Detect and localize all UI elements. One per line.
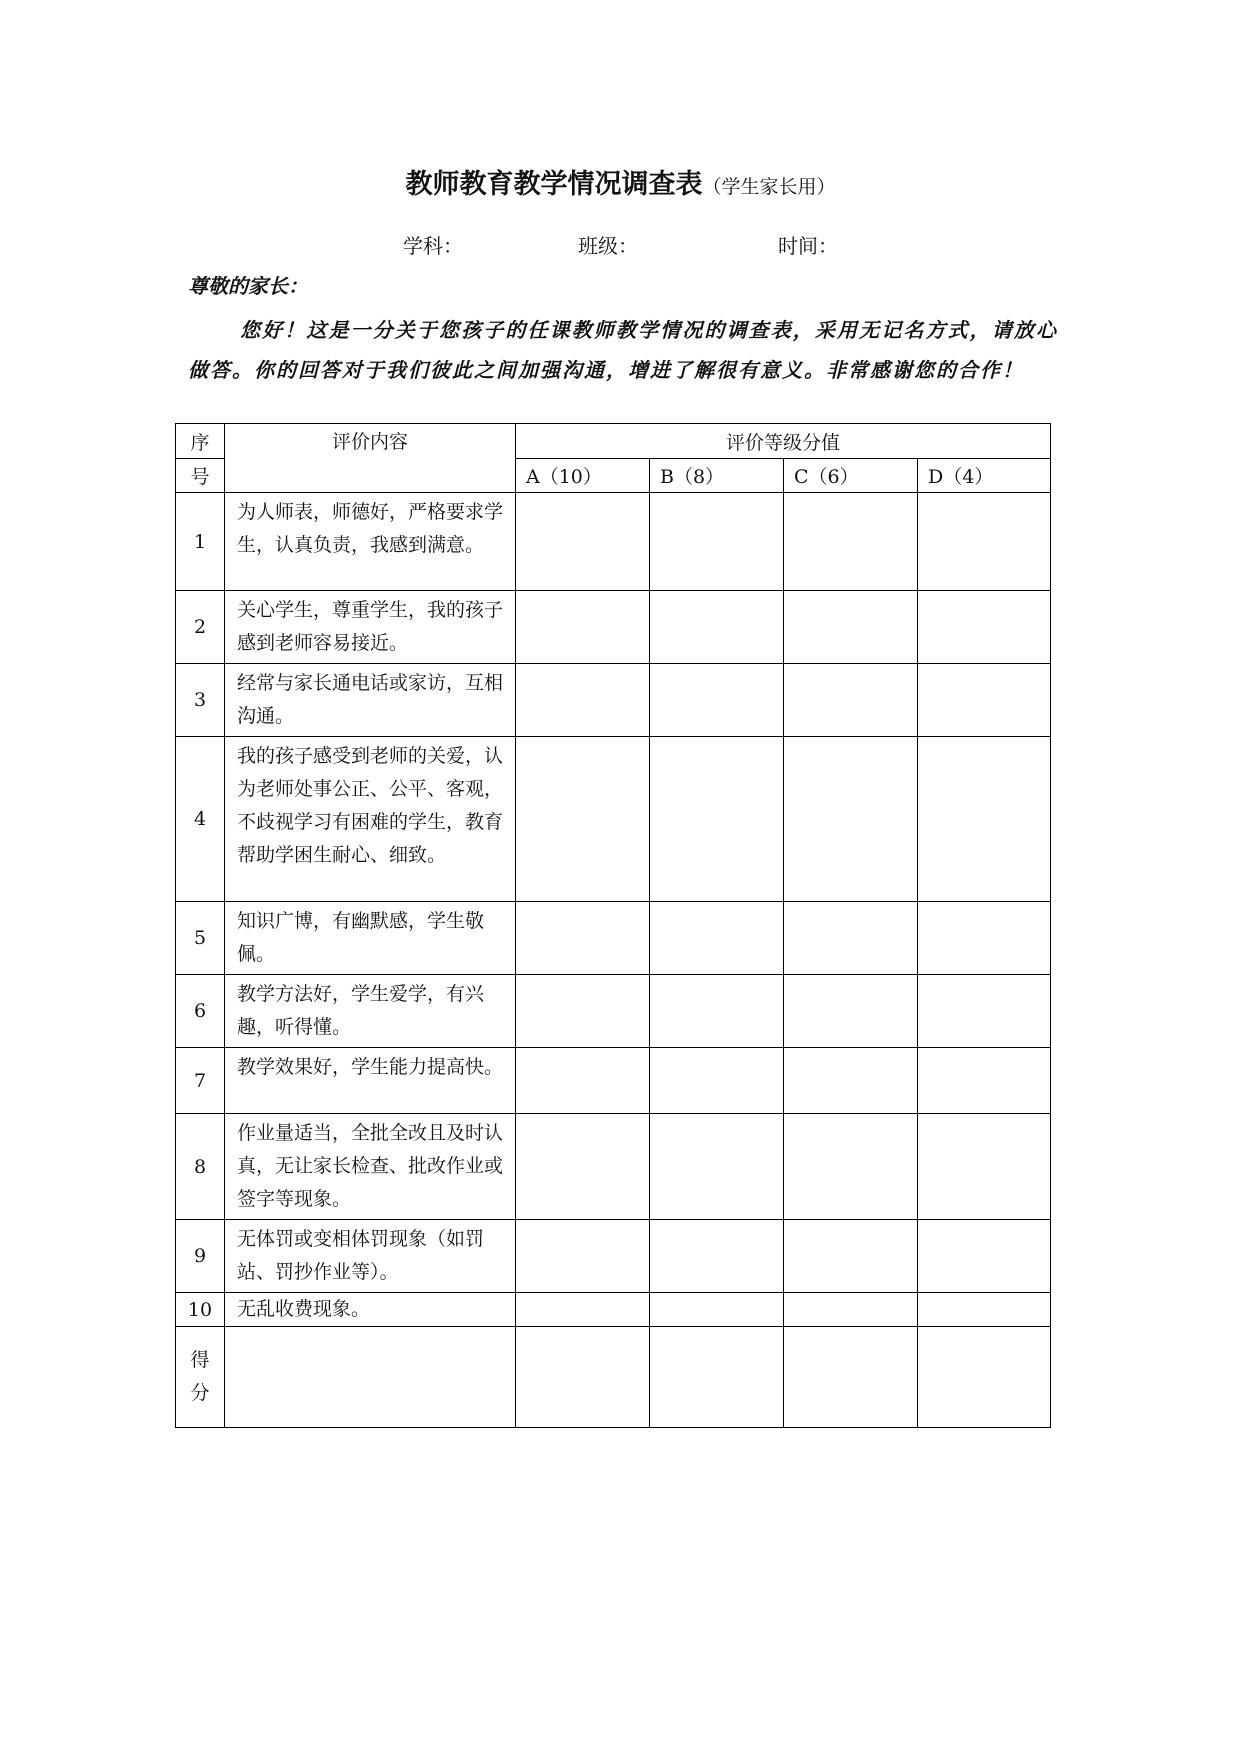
- row-number: 4: [176, 737, 225, 902]
- table-row: [176, 493, 1051, 591]
- grade-d-cell[interactable]: [918, 975, 1051, 1048]
- title-row: [0, 162, 1241, 201]
- grade-c-cell[interactable]: [784, 493, 918, 591]
- row-content: 为人师表，师德好，严格要求学生，认真负责，我感到满意。: [225, 493, 516, 591]
- row-content: 我的孩子感受到老师的关爱，认为老师处事公正、公平、客观，不歧视学习有困难的学生，教育帮助学困生耐心、细致。: [225, 737, 516, 902]
- row-number: 9: [176, 1220, 225, 1293]
- grade-b-cell[interactable]: [650, 737, 784, 902]
- survey-table: [175, 423, 1051, 1428]
- header-row-1: [176, 424, 1051, 459]
- grade-d-cell[interactable]: [918, 737, 1051, 902]
- grade-b-cell[interactable]: [650, 591, 784, 664]
- grade-a-cell[interactable]: [516, 493, 650, 591]
- grade-b-cell[interactable]: [650, 975, 784, 1048]
- score-d-cell[interactable]: [918, 1327, 1051, 1428]
- score-a-cell[interactable]: [516, 1327, 650, 1428]
- row-number: 1: [176, 493, 225, 591]
- grade-a-cell[interactable]: [516, 1114, 650, 1220]
- row-content: 知识广博，有幽默感，学生敬佩。: [225, 902, 516, 975]
- grade-b-cell[interactable]: [650, 1114, 784, 1220]
- grade-c-cell[interactable]: [784, 737, 918, 902]
- score-label-bottom: 分: [190, 1382, 210, 1404]
- table-row: [176, 591, 1051, 664]
- grade-header: 评价等级分值: [516, 424, 1051, 459]
- grade-d-cell[interactable]: [918, 493, 1051, 591]
- row-number: 5: [176, 902, 225, 975]
- grade-d-cell[interactable]: [918, 591, 1051, 664]
- score-label-top: 得: [190, 1349, 210, 1371]
- grade-c-cell[interactable]: [784, 1220, 918, 1293]
- grade-c-header: C（6）: [784, 459, 918, 493]
- grade-d-cell[interactable]: [918, 1220, 1051, 1293]
- grade-b-cell[interactable]: [650, 1220, 784, 1293]
- grade-b-cell[interactable]: [650, 664, 784, 737]
- table-row: [176, 737, 1051, 902]
- row-content: 教学效果好，学生能力提高快。: [225, 1048, 516, 1114]
- grade-c-cell[interactable]: [784, 1293, 918, 1327]
- grade-c-cell[interactable]: [784, 1114, 918, 1220]
- row-number: 6: [176, 975, 225, 1048]
- score-c-cell[interactable]: [784, 1327, 918, 1428]
- table-row: [176, 1220, 1051, 1293]
- grade-a-cell[interactable]: [516, 902, 650, 975]
- grade-d-header: D（4）: [918, 459, 1051, 493]
- row-content: 教学方法好，学生爱学，有兴趣，听得懂。: [225, 975, 516, 1048]
- table-row: [176, 902, 1051, 975]
- seq-header-top: 序: [176, 424, 225, 459]
- row-number: 3: [176, 664, 225, 737]
- intro-paragraph: 您好！这是一分关于您孩子的任课教师教学情况的调查表，采用无记名方式，请放心做答。你的回答对于我们彼此之间加强沟通，增进了解很有意义。非常感谢您的合作！: [188, 318, 1058, 382]
- time-label: 时间：: [778, 234, 838, 258]
- grade-d-cell[interactable]: [918, 1114, 1051, 1220]
- score-row: [176, 1327, 1051, 1428]
- grade-b-cell[interactable]: [650, 902, 784, 975]
- table-row: [176, 1114, 1051, 1220]
- page-subtitle: （学生家长用）: [702, 176, 836, 198]
- grade-b-header: B（8）: [650, 459, 784, 493]
- row-content: 关心学生，尊重学生，我的孩子感到老师容易接近。: [225, 591, 516, 664]
- row-number: 10: [176, 1293, 225, 1327]
- score-b-cell[interactable]: [650, 1327, 784, 1428]
- grade-a-cell[interactable]: [516, 975, 650, 1048]
- grade-a-cell[interactable]: [516, 1048, 650, 1114]
- row-number: 8: [176, 1114, 225, 1220]
- score-content-cell: [225, 1327, 516, 1428]
- row-content: 作业量适当，全批全改且及时认真，无让家长检查、批改作业或签字等现象。: [225, 1114, 516, 1220]
- row-content: 经常与家长通电话或家访，互相沟通。: [225, 664, 516, 737]
- grade-a-cell[interactable]: [516, 664, 650, 737]
- content-header: 评价内容: [225, 424, 516, 493]
- grade-a-header: A（10）: [516, 459, 650, 493]
- greeting: 尊敬的家长：: [188, 274, 308, 298]
- row-number: 7: [176, 1048, 225, 1114]
- row-content: 无乱收费现象。: [225, 1293, 516, 1327]
- score-label: [176, 1327, 225, 1428]
- subject-label: 学科：: [403, 234, 463, 258]
- seq-header-bottom: 号: [176, 459, 225, 493]
- table-row: [176, 1048, 1051, 1114]
- row-content: 无体罚或变相体罚现象（如罚站、罚抄作业等）。: [225, 1220, 516, 1293]
- grade-c-cell[interactable]: [784, 902, 918, 975]
- grade-d-cell[interactable]: [918, 1048, 1051, 1114]
- grade-c-cell[interactable]: [784, 664, 918, 737]
- grade-c-cell[interactable]: [784, 1048, 918, 1114]
- grade-c-cell[interactable]: [784, 591, 918, 664]
- grade-a-cell[interactable]: [516, 1293, 650, 1327]
- grade-b-cell[interactable]: [650, 493, 784, 591]
- grade-d-cell[interactable]: [918, 902, 1051, 975]
- grade-a-cell[interactable]: [516, 737, 650, 902]
- grade-a-cell[interactable]: [516, 1220, 650, 1293]
- grade-b-cell[interactable]: [650, 1293, 784, 1327]
- grade-d-cell[interactable]: [918, 664, 1051, 737]
- grade-c-cell[interactable]: [784, 975, 918, 1048]
- table-row: [176, 975, 1051, 1048]
- grade-d-cell[interactable]: [918, 1293, 1051, 1327]
- table-row: [176, 1293, 1051, 1327]
- page-title: 教师教育教学情况调查表: [405, 169, 703, 200]
- class-label: 班级：: [578, 234, 638, 258]
- row-number: 2: [176, 591, 225, 664]
- grade-b-cell[interactable]: [650, 1048, 784, 1114]
- grade-a-cell[interactable]: [516, 591, 650, 664]
- table-row: [176, 664, 1051, 737]
